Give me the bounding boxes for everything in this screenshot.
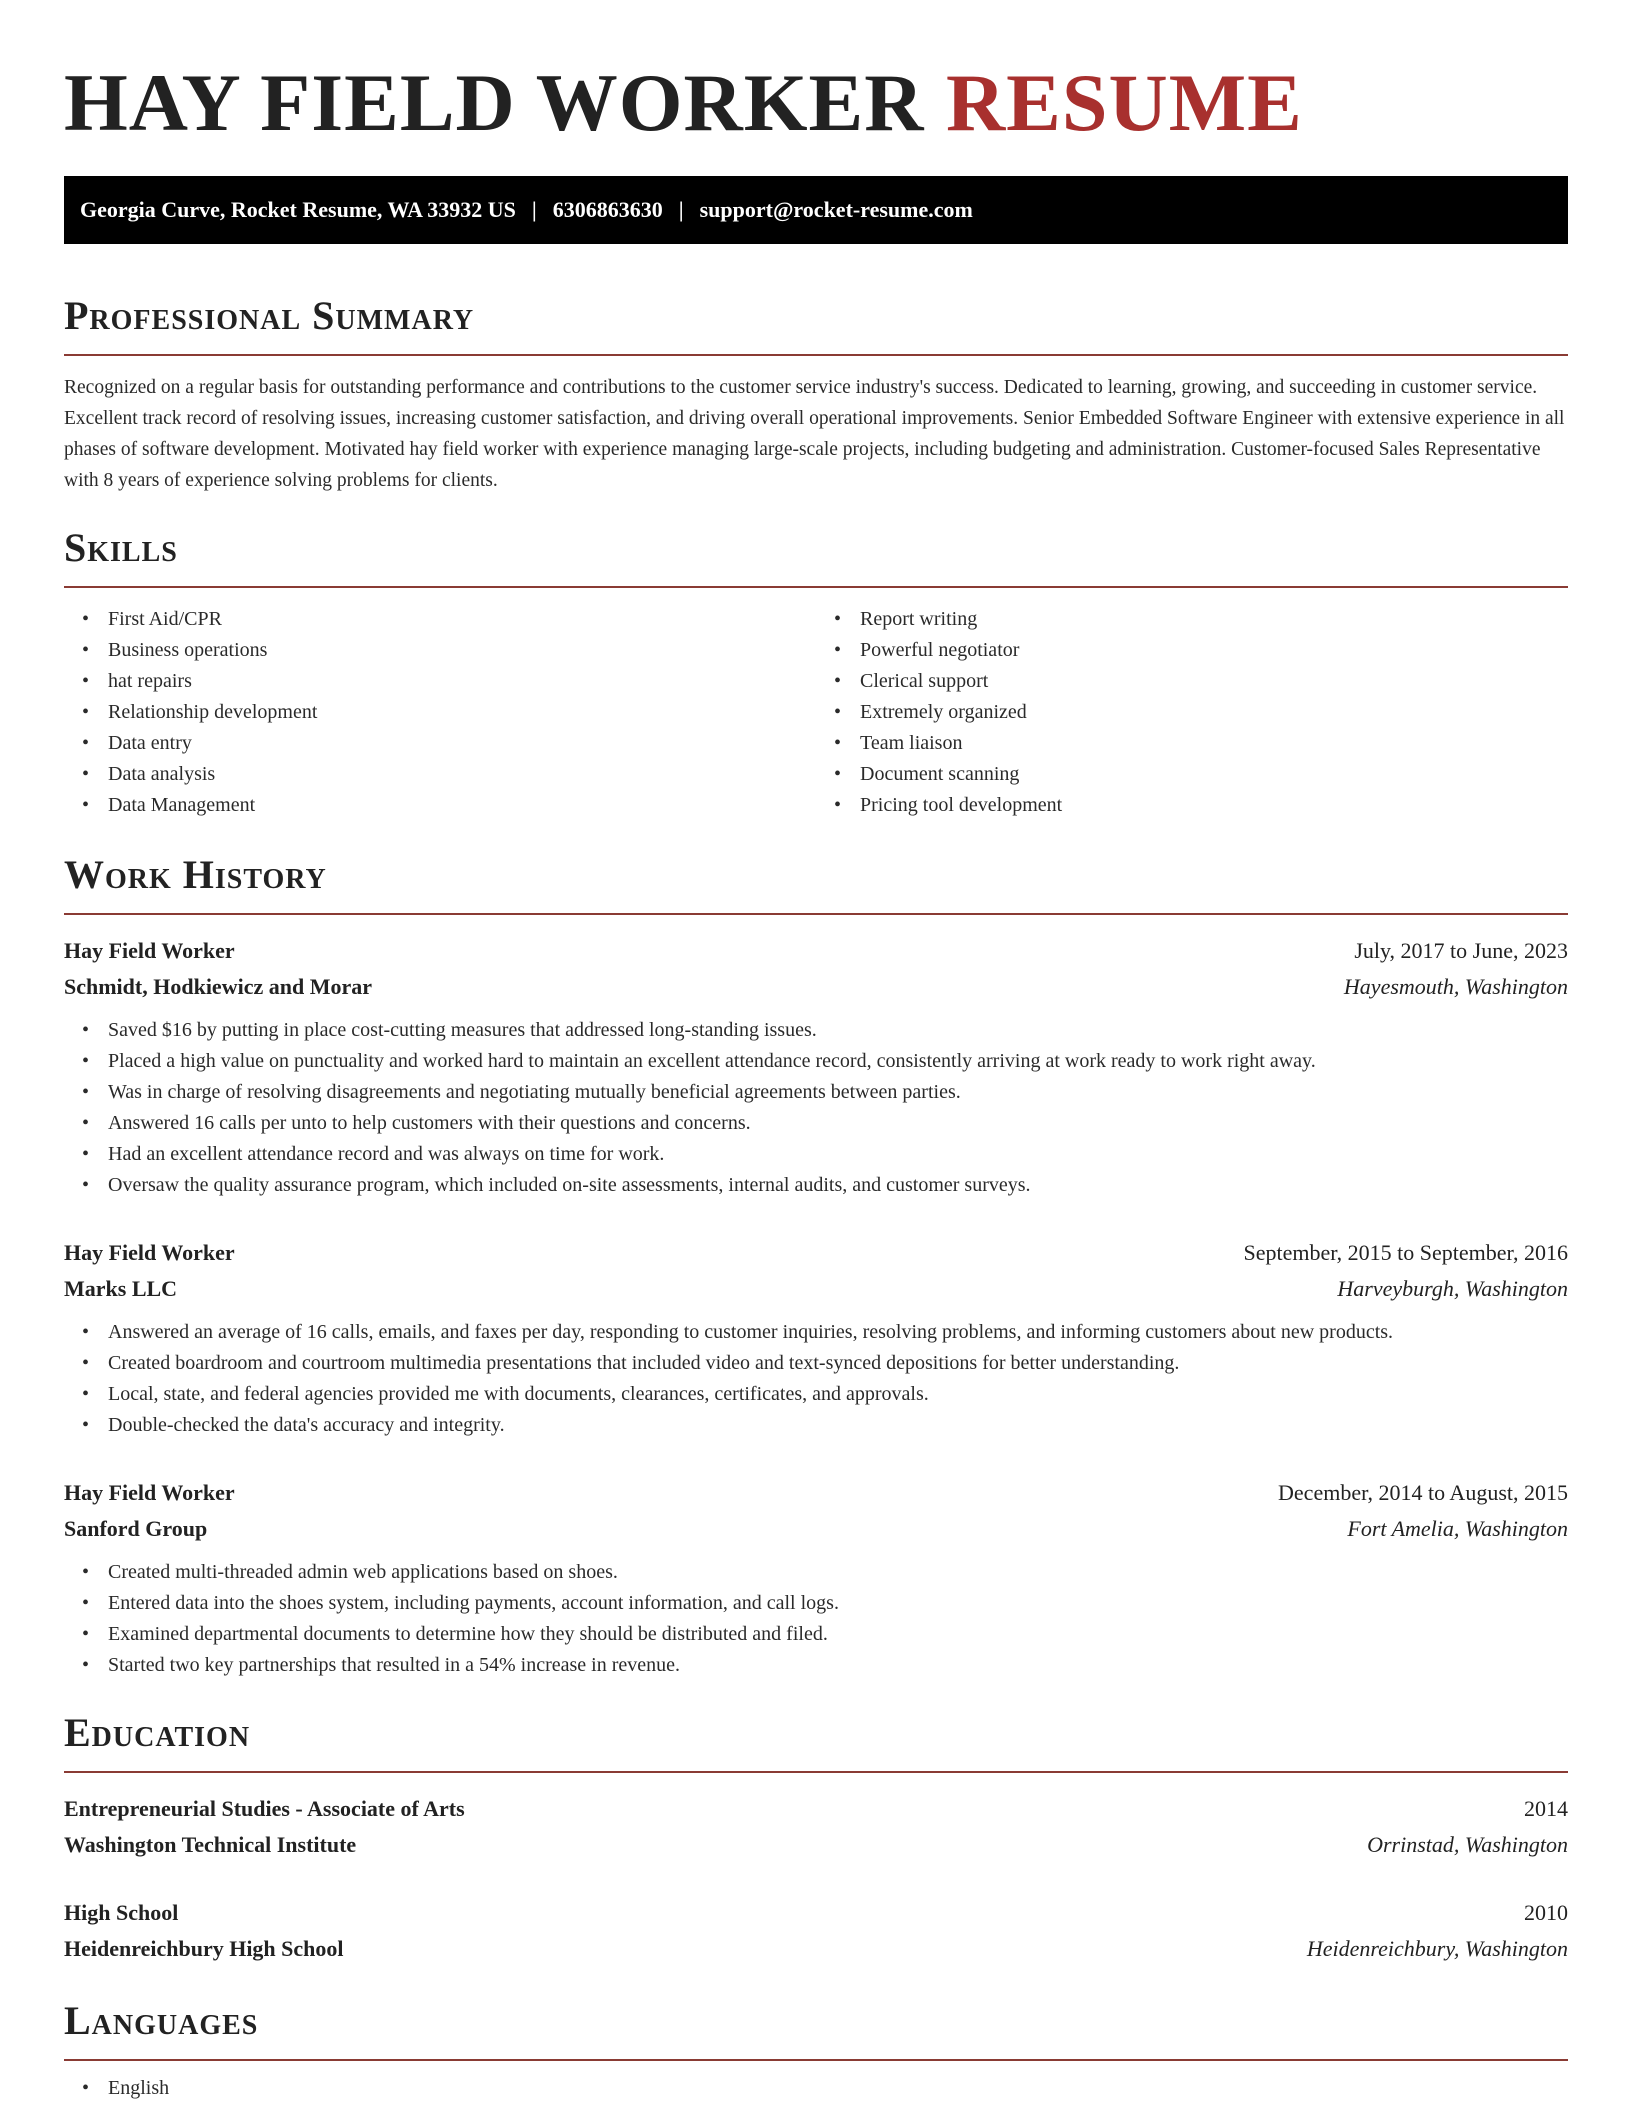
skill-item: • Team liaison [860,728,1568,759]
education-section [64,1709,1568,1967]
job-dates: July, 2017 to June, 2023 [1354,938,1568,963]
section-divider [64,913,1568,915]
languages-list [64,2073,1568,2104]
job-bullet: • Started two key partnerships that resulted in a 54% increase in revenue. [108,1650,1568,1681]
section-divider [64,586,1568,588]
job-company: Schmidt, Hodkiewicz and Morar [64,974,372,999]
job-bullet: • Created boardroom and courtroom multimedia presentations that included video and text-synced depositions for better understanding. [108,1348,1568,1379]
education-location: Heidenreichbury, Washington [1306,1936,1568,1961]
education-location: Orrinstad, Washington [1367,1832,1568,1857]
contact-email[interactable]: support@rocket-resume.com [699,197,973,222]
skill-item: • Data entry [108,728,816,759]
languages-section [64,1997,1568,2104]
contact-phone: 6306863630 [552,197,663,222]
job-company: Marks LLC [64,1276,178,1301]
job-bullet: • Local, state, and federal agencies provided me with documents, clearances, certificates, and approvals. [108,1379,1568,1410]
education-school: Washington Technical Institute [64,1832,357,1857]
job-entry [64,1475,1568,1681]
job-dates: December, 2014 to August, 2015 [1278,1480,1568,1505]
job-bullets [64,1015,1568,1201]
skill-item: • Powerful negotiator [860,635,1568,666]
section-divider [64,2059,1568,2061]
education-degree: Entrepreneurial Studies - Associate of Arts [64,1796,465,1821]
skills-section [64,524,1568,821]
skill-item: • Business operations [108,635,816,666]
skills-heading: Skills [64,525,178,570]
job-location: Harveyburgh, Washington [1337,1276,1568,1301]
education-school: Heidenreichbury High School [64,1936,344,1961]
job-bullet: • Double-checked the data's accuracy and integrity. [108,1410,1568,1441]
work-heading: Work History [64,852,327,897]
job-bullet: • Was in charge of resolving disagreements and negotiating mutually beneficial agreements between parties. [108,1077,1568,1108]
language-item: • English [108,2073,1568,2104]
resume-title [64,0,1568,148]
job-bullet: • Answered 16 calls per unto to help customers with their questions and concerns. [108,1108,1568,1139]
education-heading: Education [64,1710,251,1755]
job-title: Hay Field Worker [64,1480,235,1505]
contact-bar [64,176,1568,244]
skill-item: • Relationship development [108,697,816,728]
skills-list-right [816,604,1568,821]
job-bullet: • Answered an average of 16 calls, emails, and faxes per day, responding to customer inquiries, resolving problems, and informing customers about new products. [108,1317,1568,1348]
education-degree: High School [64,1900,179,1925]
job-title: Hay Field Worker [64,1240,235,1265]
section-divider [64,1771,1568,1773]
title-accent: RESUME [945,57,1303,148]
work-section [64,851,1568,1681]
education-entry [64,1791,1568,1863]
job-company: Sanford Group [64,1516,208,1541]
job-bullet: • Placed a high value on punctuality and worked hard to maintain an excellent attendance record, consistently arriving at work ready to work right away. [108,1046,1568,1077]
job-bullet: • Saved $16 by putting in place cost-cutting measures that addressed long-standing issues. [108,1015,1568,1046]
contact-address: Georgia Curve, Rocket Resume, WA 33932 US [80,197,516,222]
job-entry [64,933,1568,1201]
skills-list-left [64,604,816,821]
skill-item: • hat repairs [108,666,816,697]
skill-item: • Document scanning [860,759,1568,790]
job-title: Hay Field Worker [64,938,235,963]
job-bullet: • Examined departmental documents to determine how they should be distributed and filed. [108,1619,1568,1650]
skill-item: • Clerical support [860,666,1568,697]
education-entry [64,1895,1568,1967]
summary-text: Recognized on a regular basis for outstanding performance and contributions to the customer service industry's success. Dedicated to learning, growing, and succeeding in customer service. Excellent track record of resolving issues, increasing customer satisfaction, and driving overall operational improvements. Senior Embedded Software Engineer with extensive experience in all phases of software development. Motivated hay field worker with experience managing large-scale projects, including budgeting and administration. Customer-focused Sales Representative with 8 years of experience solving problems for clients. [64,377,1565,491]
education-year: 2014 [1524,1796,1568,1821]
contact-separator: | [531,197,537,222]
skill-item: • First Aid/CPR [108,604,816,635]
job-location: Fort Amelia, Washington [1347,1516,1568,1541]
title-main: HAY FIELD WORKER [64,57,925,148]
summary-section [64,292,1568,496]
skill-item: • Report writing [860,604,1568,635]
job-bullets [64,1317,1568,1441]
skill-item: • Data analysis [108,759,816,790]
job-location: Hayesmouth, Washington [1343,974,1568,999]
job-bullet: • Created multi-threaded admin web applications based on shoes. [108,1557,1568,1588]
skills-columns [64,604,1568,821]
job-bullet: • Entered data into the shoes system, including payments, account information, and call logs. [108,1588,1568,1619]
job-entry [64,1235,1568,1441]
job-bullets [64,1557,1568,1681]
education-year: 2010 [1524,1900,1568,1925]
skill-item: • Pricing tool development [860,790,1568,821]
job-bullet: • Had an excellent attendance record and was always on time for work. [108,1139,1568,1170]
contact-separator: | [678,197,684,222]
job-bullet: • Oversaw the quality assurance program, which included on-site assessments, internal audits, and customer surveys. [108,1170,1568,1201]
skill-item: • Data Management [108,790,816,821]
summary-heading: Professional Summary [64,293,475,338]
skill-item: • Extremely organized [860,697,1568,728]
section-divider [64,354,1568,356]
languages-heading: Languages [64,1998,259,2043]
job-dates: September, 2015 to September, 2016 [1243,1240,1568,1265]
